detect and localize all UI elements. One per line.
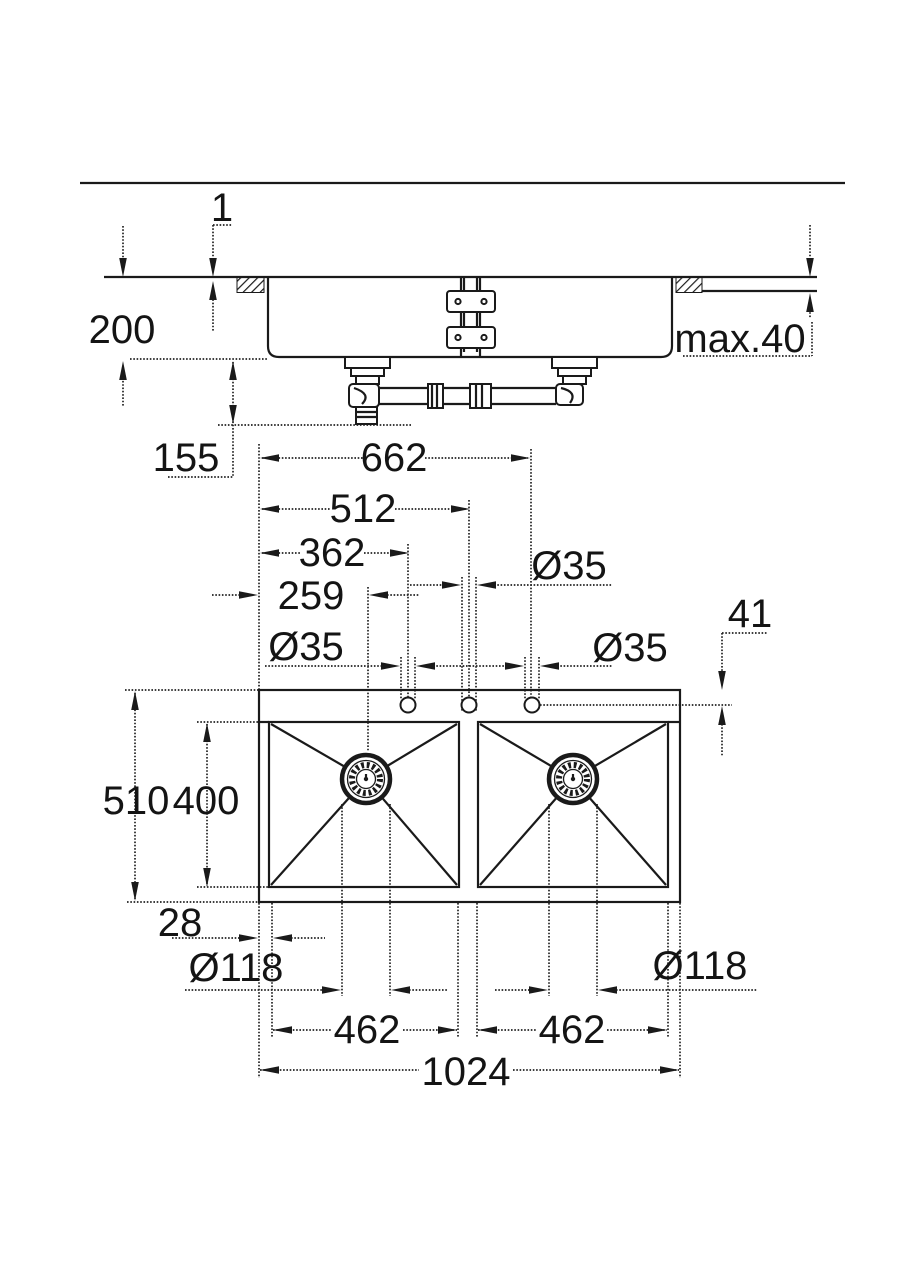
dim-label-hole3: 662 [360,436,428,480]
dim-label-edge-offset: 28 [157,901,203,945]
dim-label-overall-depth: 510 [102,779,170,823]
dim-label-bowl-width-left: 462 [333,1008,401,1052]
dim-label-drain-clearance: 155 [152,436,220,480]
dim-label-drain-dia-left: Ø118 [188,946,284,990]
dim-label-overall-width: 1024 [421,1050,511,1094]
dim-label-hole1: 362 [298,531,366,575]
dim-label-hole2: 512 [329,487,397,531]
dim-label-hole-setback: 41 [727,592,773,636]
dim-label-hole-dia-mid: Ø35 [531,544,607,588]
dim-label-bowl-width-right: 462 [538,1008,606,1052]
dim-label-counter-thickness: max.40 [674,317,806,361]
dim-label-rim-reveal: 1 [210,186,234,230]
dim-label-bowl-inner-depth: 400 [172,779,240,823]
dim-label-hole-dia-left: Ø35 [268,625,344,669]
dimension-labels [89,186,806,1094]
dim-label-hole-dia-right: Ø35 [592,626,668,670]
dim-label-drain-dia-right: Ø118 [652,944,748,988]
dim-label-drain-offset: 259 [277,574,345,618]
dim-label-bowl-depth: 200 [88,308,156,352]
